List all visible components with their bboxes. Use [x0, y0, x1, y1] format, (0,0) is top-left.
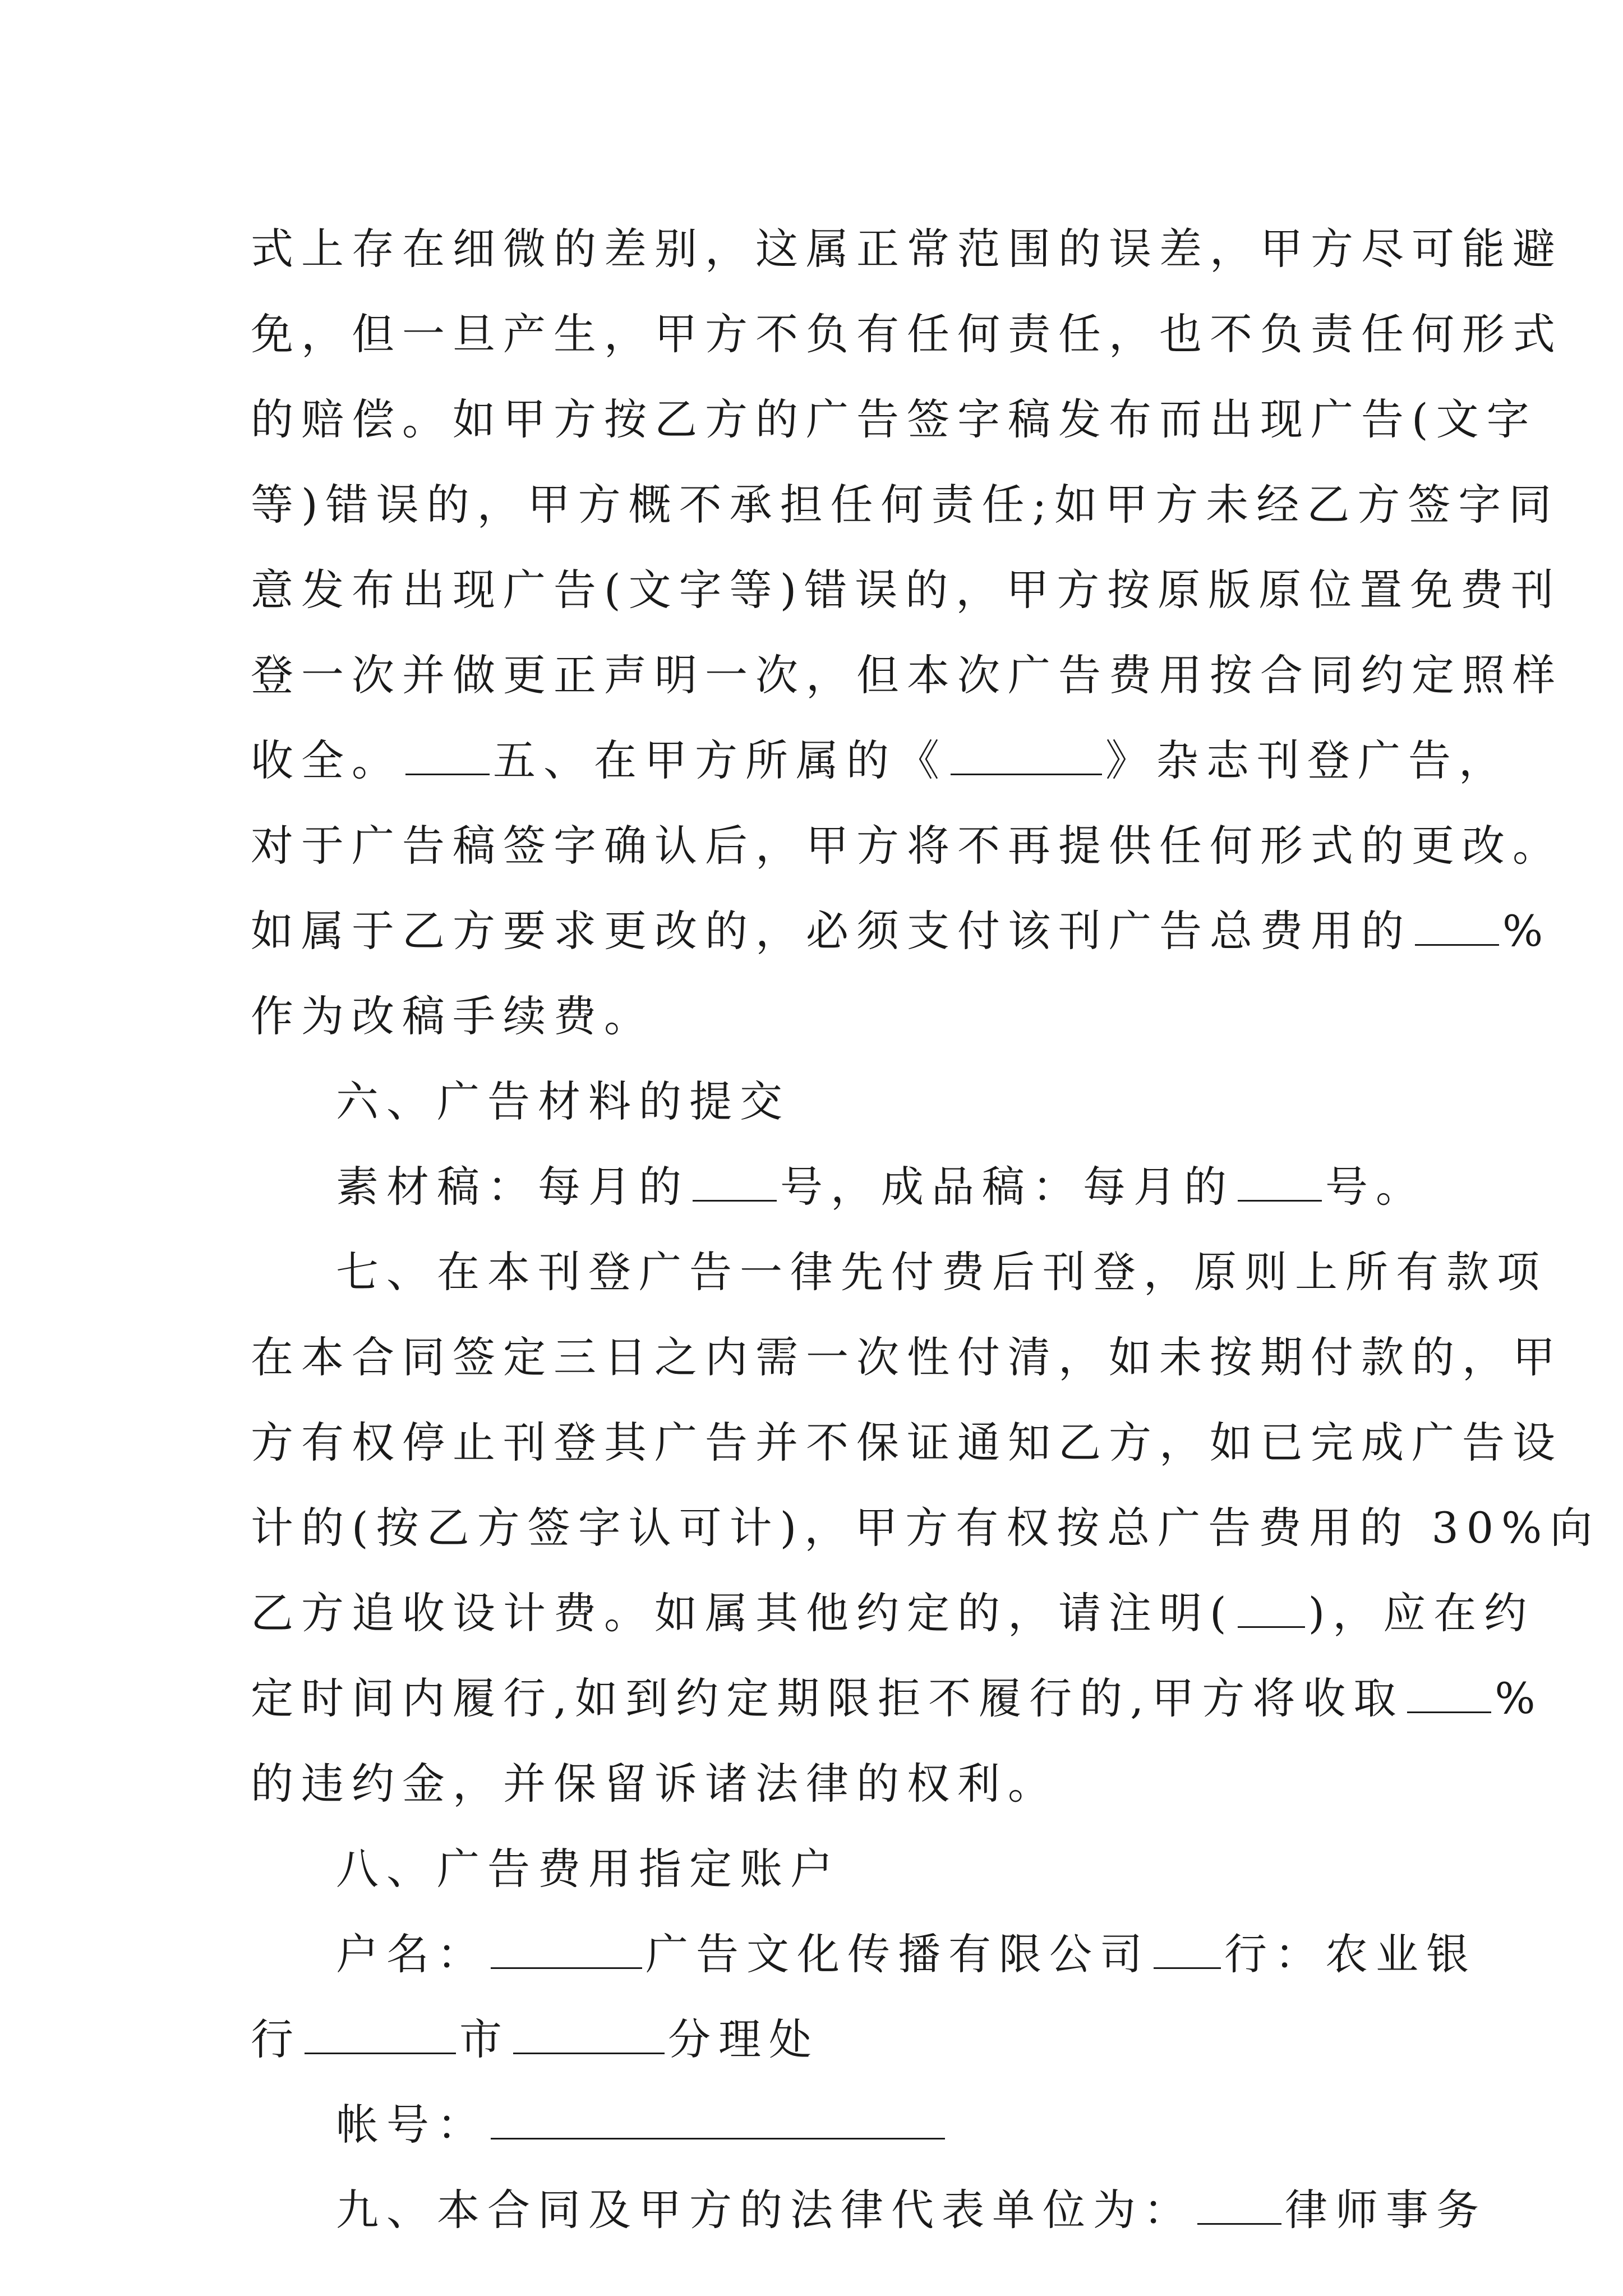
paragraph-line — [251, 974, 1417, 1059]
line-text: 等)错误的，甲方概不承担任何责任;如甲方未经乙方签字同 — [251, 480, 1560, 530]
paragraph-line — [251, 2082, 1417, 2168]
line-text: 方有权停止刊登其广告并不保证通知乙方，如已完成广告设 — [251, 1418, 1563, 1467]
paragraph-line — [251, 889, 1551, 974]
line-text: 如属于乙方要求更改的，必须支付该刊广告总费用的 — [251, 906, 1412, 956]
fill-in-blank[interactable] — [1154, 1934, 1221, 1969]
line-text: 》杂志刊登广告， — [1105, 735, 1509, 785]
paragraph-line — [251, 1400, 1563, 1485]
line-text: 式上存在细微的差别，这属正常范围的误差，甲方尽可能避 — [251, 224, 1563, 274]
paragraph-line — [251, 206, 1563, 292]
line-text: 市 — [459, 2014, 510, 2064]
line-text: 六、广告材料的提交 — [336, 1076, 790, 1126]
law-firm-blank[interactable] — [1197, 2189, 1281, 2225]
line-text: 乙方追收设计费。如属其他约定的，请注明( — [251, 1588, 1234, 1638]
fill-in-blank[interactable] — [513, 2019, 665, 2054]
paragraph-line — [251, 1230, 1547, 1315]
paragraph-line — [251, 718, 1509, 803]
line-text: 号。 — [1325, 1162, 1426, 1212]
paragraph-line — [251, 1912, 1477, 1997]
paragraph-line — [251, 1315, 1563, 1400]
paragraph-line — [251, 1656, 1543, 1741]
paragraph-line — [251, 1485, 1601, 1571]
account-number-blank[interactable] — [491, 2104, 945, 2139]
paragraph-line — [251, 633, 1563, 718]
paragraph-line — [251, 292, 1563, 377]
section-heading — [251, 1826, 1417, 1912]
day-blank[interactable] — [693, 1166, 777, 1202]
magazine-name-blank[interactable] — [951, 740, 1102, 775]
line-text: 七、在本刊登广告一律先付费后刊登，原则上所有款项 — [336, 1247, 1547, 1297]
line-text: 收全。 — [251, 735, 402, 785]
line-text: 律师事务 — [1285, 2185, 1487, 2235]
section-heading — [251, 2168, 1487, 2253]
line-text: % — [1495, 1673, 1543, 1723]
line-text: 帐号： — [336, 2100, 487, 2150]
paragraph-line — [251, 1571, 1535, 1656]
line-text: 行 — [251, 2014, 301, 2064]
line-text: 意发布出现广告(文字等)错误的，甲方按原版原位置免费刊 — [251, 565, 1562, 615]
line-text: 免，但一旦产生，甲方不负有任何责任，也不负责任何形式 — [251, 309, 1563, 359]
line-text: )，应在约 — [1308, 1588, 1535, 1638]
fill-in-blank[interactable] — [405, 740, 490, 775]
line-text: 对于广告稿签字确认后，甲方将不再提供任何形式的更改。 — [251, 821, 1563, 871]
section-heading — [251, 1059, 1417, 1144]
account-name-blank[interactable] — [491, 1934, 642, 1969]
line-text: 的违约金，并保留诉诸法律的权利。 — [251, 1759, 1058, 1809]
paragraph-line — [251, 462, 1560, 547]
line-text: 五、在甲方所属的《 — [493, 735, 947, 785]
line-text: 登一次并做更正声明一次，但本次广告费用按合同约定照样 — [251, 650, 1563, 700]
line-text: 行：农业银 — [1224, 1929, 1477, 1979]
paragraph-line — [251, 377, 1537, 462]
paragraph-line — [251, 1741, 1417, 1826]
line-text: % — [1502, 906, 1551, 956]
line-text: 的赔偿。如甲方按乙方的广告签字稿发布而出现广告(文字 — [251, 394, 1537, 444]
day-blank[interactable] — [1238, 1166, 1322, 1202]
paragraph-line — [251, 547, 1562, 633]
document-body — [251, 206, 1601, 2253]
percent-blank[interactable] — [1407, 1678, 1491, 1713]
paragraph-line — [251, 803, 1563, 889]
line-text: 在本合同签定三日之内需一次性付清，如未按期付款的，甲 — [251, 1332, 1563, 1382]
line-text: 素材稿：每月的 — [336, 1162, 689, 1212]
line-text: 作为改稿手续费。 — [251, 991, 654, 1041]
line-text: 八、广告费用指定账户 — [336, 1844, 841, 1894]
line-text: 计的(按乙方签字认可计)，甲方有权按总广告费用的 30%向 — [251, 1503, 1601, 1553]
fill-in-blank[interactable] — [305, 2019, 456, 2054]
line-text: 分理处 — [668, 2014, 819, 2064]
paragraph-line — [251, 1144, 1426, 1230]
line-text: 户名： — [336, 1929, 487, 1979]
paragraph-line — [251, 1997, 1417, 2082]
line-text: 定时间内履行,如到约定期限拒不履行的,甲方将收取 — [251, 1673, 1404, 1723]
line-text: 号，成品稿：每月的 — [780, 1162, 1234, 1212]
line-text: 广告文化传播有限公司 — [645, 1929, 1150, 1979]
percent-blank[interactable] — [1415, 910, 1499, 946]
line-text: 九、本合同及甲方的法律代表单位为： — [336, 2185, 1194, 2235]
note-blank[interactable] — [1238, 1593, 1305, 1628]
